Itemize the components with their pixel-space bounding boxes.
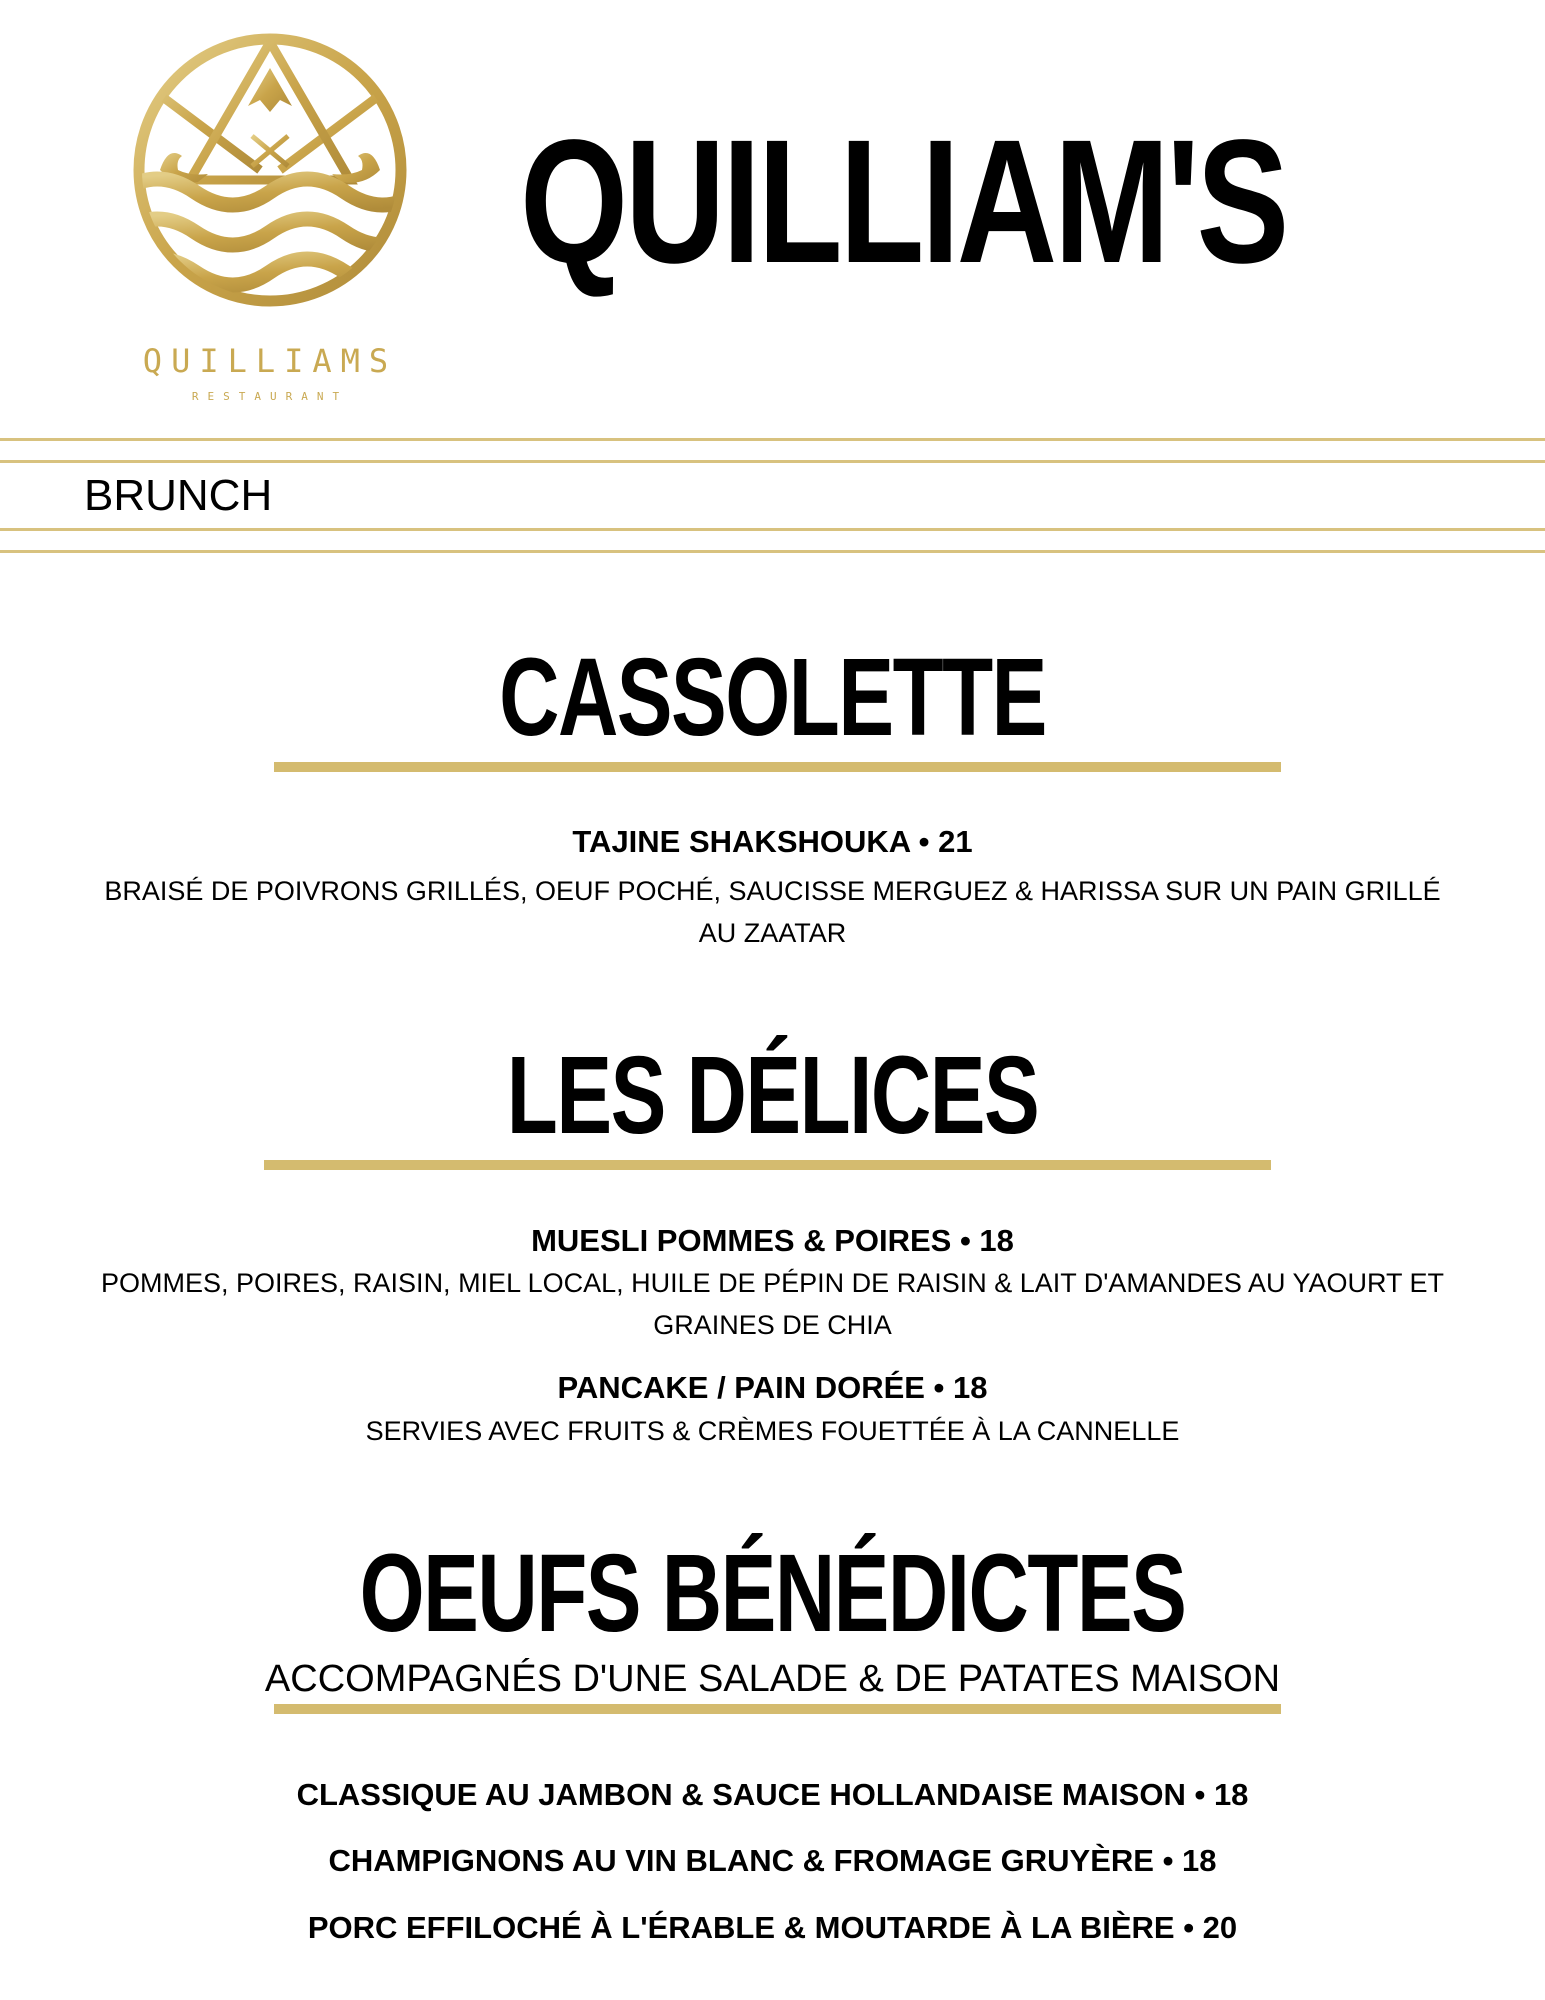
section-rule (274, 762, 1281, 772)
header-rule-top-2 (0, 460, 1545, 463)
logo-subtitle: RESTAURANT (191, 390, 349, 403)
header-rule-bottom-1 (0, 528, 1545, 531)
header-rule-bottom-2 (0, 550, 1545, 553)
section-rule (264, 1160, 1271, 1170)
section-heading-les-delices: LES DÉLICES (506, 1034, 1039, 1157)
restaurant-title: QUILLIAM'S (520, 104, 1287, 300)
section-subtitle: ACCOMPAGNÉS D'UNE SALADE & DE PATATES MAISON (264, 1658, 1281, 1700)
menu-item-description: BRAISÉ DE POIVRONS GRILLÉS, OEUF POCHÉ, SAUCISSE MERGUEZ & HARISSA SUR UN PAIN GRILLÉ AU ZAATAR (104, 876, 1441, 948)
mountain-waves-emblem-icon (120, 20, 420, 320)
menu-item-description: SERVIES AVEC FRUITS & CRÈMES FOUETTÉE À LA CANNELLE (365, 1416, 1180, 1446)
menu-item-name: TAJINE SHAKSHOUKA • 21 (572, 824, 973, 859)
logo-wordmark: QUILLIAMS (142, 342, 398, 380)
section-rule (274, 1704, 1281, 1714)
restaurant-logo (120, 20, 420, 403)
menu-item-name: PANCAKE / PAIN DORÉE • 18 (557, 1370, 988, 1405)
header-rule-top-1 (0, 438, 1545, 441)
menu-label: BRUNCH (84, 471, 273, 520)
section-heading-cassolette: CASSOLETTE (499, 636, 1046, 759)
menu-item-name: PORC EFFILOCHÉ À L'ÉRABLE & MOUTARDE À LA BIÈRE • 20 (307, 1910, 1238, 1945)
section-heading-oeufs-benedictes: OEUFS BÉNÉDICTES (359, 1532, 1186, 1655)
menu-item-description: POMMES, POIRES, RAISIN, MIEL LOCAL, HUILE DE PÉPIN DE RAISIN & LAIT D'AMANDES AU YAOURT ET GRAINES DE CHIA (101, 1268, 1444, 1340)
menu-item-name: CLASSIQUE AU JAMBON & SAUCE HOLLANDAISE MAISON • 18 (296, 1777, 1249, 1812)
menu-item-name: MUESLI POMMES & POIRES • 18 (531, 1223, 1014, 1258)
menu-item-name: CHAMPIGNONS AU VIN BLANC & FROMAGE GRUYÈRE • 18 (328, 1843, 1217, 1878)
